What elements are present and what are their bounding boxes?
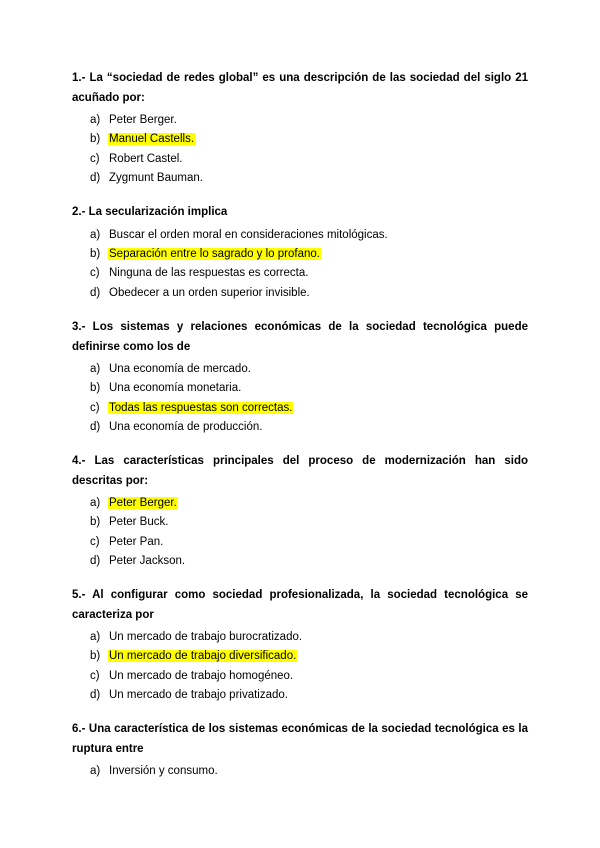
- option-d: d) Una economía de producción.: [90, 421, 263, 434]
- option-b: b) Manuel Castells.: [90, 133, 195, 146]
- question-1: [72, 69, 528, 189]
- option-c: c) Un mercado de trabajo homogéneo.: [90, 669, 294, 682]
- option-a: a) Un mercado de trabajo burocratizado.: [90, 631, 303, 643]
- options-list: [72, 628, 528, 706]
- options-list: [72, 111, 528, 189]
- option-d: d) Un mercado de trabajo privatizado.: [90, 689, 288, 702]
- options-list: [72, 762, 528, 781]
- option-a: a) Peter Berger.: [90, 497, 177, 509]
- question-3: [72, 318, 528, 438]
- option-b: b) Un mercado de trabajo diversificado.: [90, 650, 297, 663]
- option-a: a) Una economía de mercado.: [90, 363, 251, 375]
- question-text: 6.- Una característica de los sistemas económicas de la sociedad tecnológica es la ruptura entre: [72, 723, 528, 755]
- question-2: [72, 203, 528, 303]
- option-d: d) Peter Jackson.: [90, 555, 186, 568]
- option-a: a) Inversión y consumo.: [90, 765, 218, 777]
- option-c: c) Todas las respuestas son correctas.: [90, 401, 293, 414]
- option-b: b) Peter Buck.: [90, 516, 169, 529]
- question-6: [72, 720, 528, 781]
- question-5: [72, 586, 528, 706]
- options-list: [72, 226, 528, 304]
- option-b: b) Una economía monetaria.: [90, 382, 242, 395]
- option-c: c) Peter Pan.: [90, 535, 164, 548]
- option-d: d) Obedecer a un orden superior invisible.: [90, 286, 310, 299]
- question-text: 4.- Las características principales del proceso de modernización han sido descritas por:: [72, 455, 528, 487]
- question-text: 2.- La secularización implica: [72, 206, 228, 218]
- option-d: d) Zygmunt Bauman.: [90, 172, 203, 185]
- option-a: a) Peter Berger.: [90, 114, 177, 126]
- option-b: b) Separación entre lo sagrado y lo profano.: [90, 247, 320, 260]
- options-list: [72, 494, 528, 572]
- option-c: c) Robert Castel.: [90, 152, 183, 165]
- question-text: 5.- Al configurar como sociedad profesionalizada, la sociedad tecnológica se caracteriza por: [72, 589, 528, 621]
- question-text: 1.- La “sociedad de redes global” es una descripción de las sociedad del siglo 21 acuñado por:: [72, 72, 528, 104]
- option-a: a) Buscar el orden moral en consideraciones mitológicas.: [90, 228, 388, 241]
- options-list: [72, 360, 528, 438]
- question-text: 3.- Los sistemas y relaciones económicas de la sociedad tecnológica puede definirse como los de: [72, 321, 528, 353]
- question-4: [72, 452, 528, 572]
- option-c: c) Ninguna de las respuestas es correcta.: [90, 267, 309, 280]
